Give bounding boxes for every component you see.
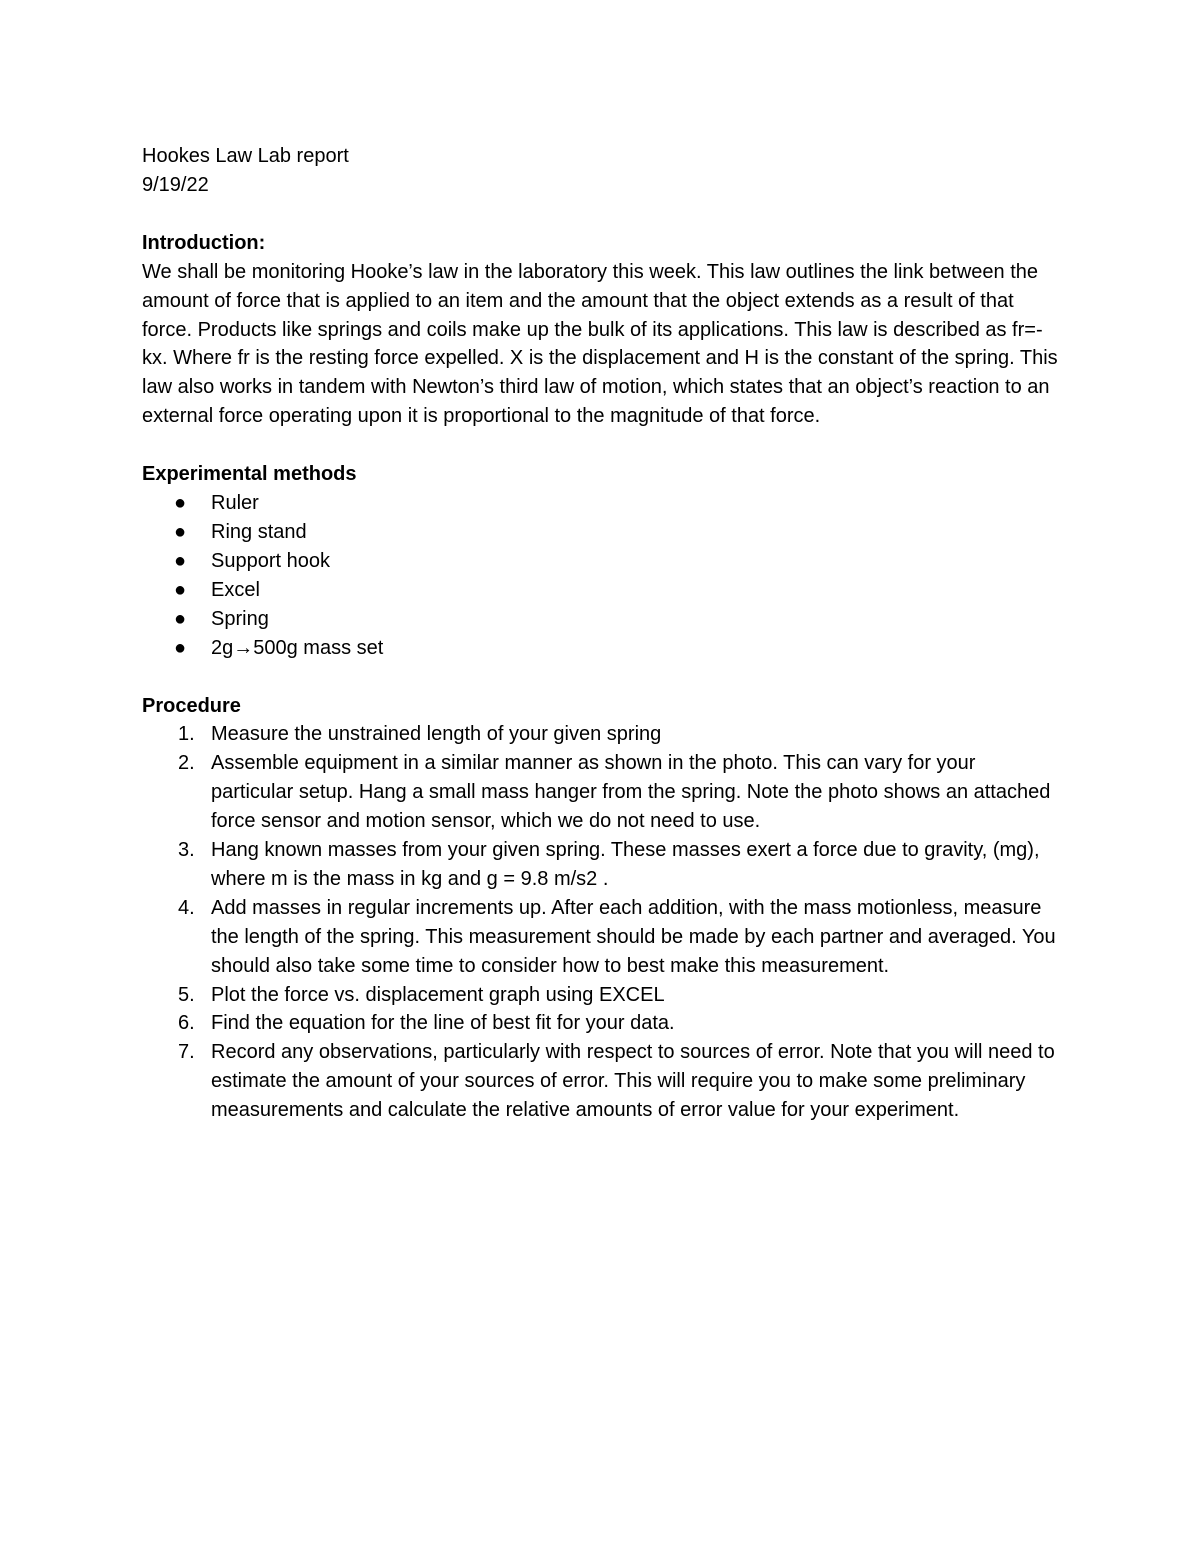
list-item [142,547,1062,576]
procedure-heading: Procedure [142,694,241,717]
step-number: 6. [178,1012,195,1035]
step-number: 7. [178,1041,195,1064]
list-item-text: 2g→500g mass set [211,636,384,659]
list-item [142,518,1062,547]
step-text: Hang known masses from your given spring. These masses exert a force due to gravity, (mg), where m is the mass in kg and g = 9.8 m/s2 . [211,839,1040,890]
list-item [142,576,1062,605]
step-number: 5. [178,983,195,1006]
procedure-step [142,894,1062,981]
introduction-heading: Introduction: [142,231,266,254]
procedure-step [142,720,1062,749]
methods-heading: Experimental methods [142,463,357,486]
bullet-icon: ● [173,492,187,515]
step-text: Find the equation for the line of best fit for your data. [211,1012,675,1035]
introduction-paragraph: We shall be monitoring Hooke’s law in the laboratory this week. This law outlines the link between the amount of force that is applied to an item and the amount that the object extends as a result of that force. Products like springs and coils make up the bulk of its applications. This law is described as fr=-kx. Where fr is the resting force expelled. X is the displacement and H is the constant of the spring. This law also works in tandem with Newton’s third law of motion, which states that an object’s reaction to an external force operating upon it is proportional to the magnitude of that force. [142,260,1058,428]
step-number: 3. [178,839,195,862]
step-text: Plot the force vs. displacement graph using EXCEL [211,983,665,1006]
list-item [142,605,1062,634]
document-title: Hookes Law Lab report [142,145,349,167]
list-item-text: Excel [211,578,260,601]
list-item-text: Support hook [211,549,330,572]
methods-list [142,489,1062,662]
list-item-text: Ring stand [211,520,307,543]
step-number: 2. [178,752,195,775]
step-number: 4. [178,896,195,919]
step-text: Add masses in regular increments up. After each addition, with the mass motionless, measure the length of the spring. This measurement should be made by each partner and averaged. You should also take some time to consider how to best make this measurement. [211,896,1056,977]
document-page [142,142,1062,1125]
spacer [142,431,1062,460]
step-text: Record any observations, particularly with respect to sources of error. Note that you will need to estimate the amount of your sources of error. This will require you to make some preliminary measurements and calculate the relative amounts of error value for your experiment. [211,1041,1055,1122]
procedure-step [142,981,1062,1010]
list-item [142,489,1062,518]
list-item [142,634,1062,663]
spacer [142,663,1062,692]
bullet-icon: ● [173,607,187,630]
bullet-icon: ● [173,578,187,601]
bullet-icon: ● [173,549,187,572]
bullet-icon: ● [173,520,187,543]
list-item-text: Ruler [211,492,259,515]
step-text: Assemble equipment in a similar manner as shown in the photo. This can vary for your particular setup. Hang a small mass hanger from the spring. Note the photo shows an attached force sensor and motion sensor, which we do not need to use. [211,752,1051,833]
step-number: 1. [178,723,195,746]
document-date: 9/19/22 [142,173,209,196]
list-item-text: Spring [211,607,269,630]
procedure-step [142,749,1062,836]
step-text: Measure the unstrained length of your given spring [211,723,662,746]
bullet-icon: ● [173,636,187,659]
procedure-list [142,720,1062,1125]
procedure-step [142,1038,1062,1125]
spacer [142,200,1062,229]
procedure-step [142,836,1062,894]
procedure-step [142,1009,1062,1038]
